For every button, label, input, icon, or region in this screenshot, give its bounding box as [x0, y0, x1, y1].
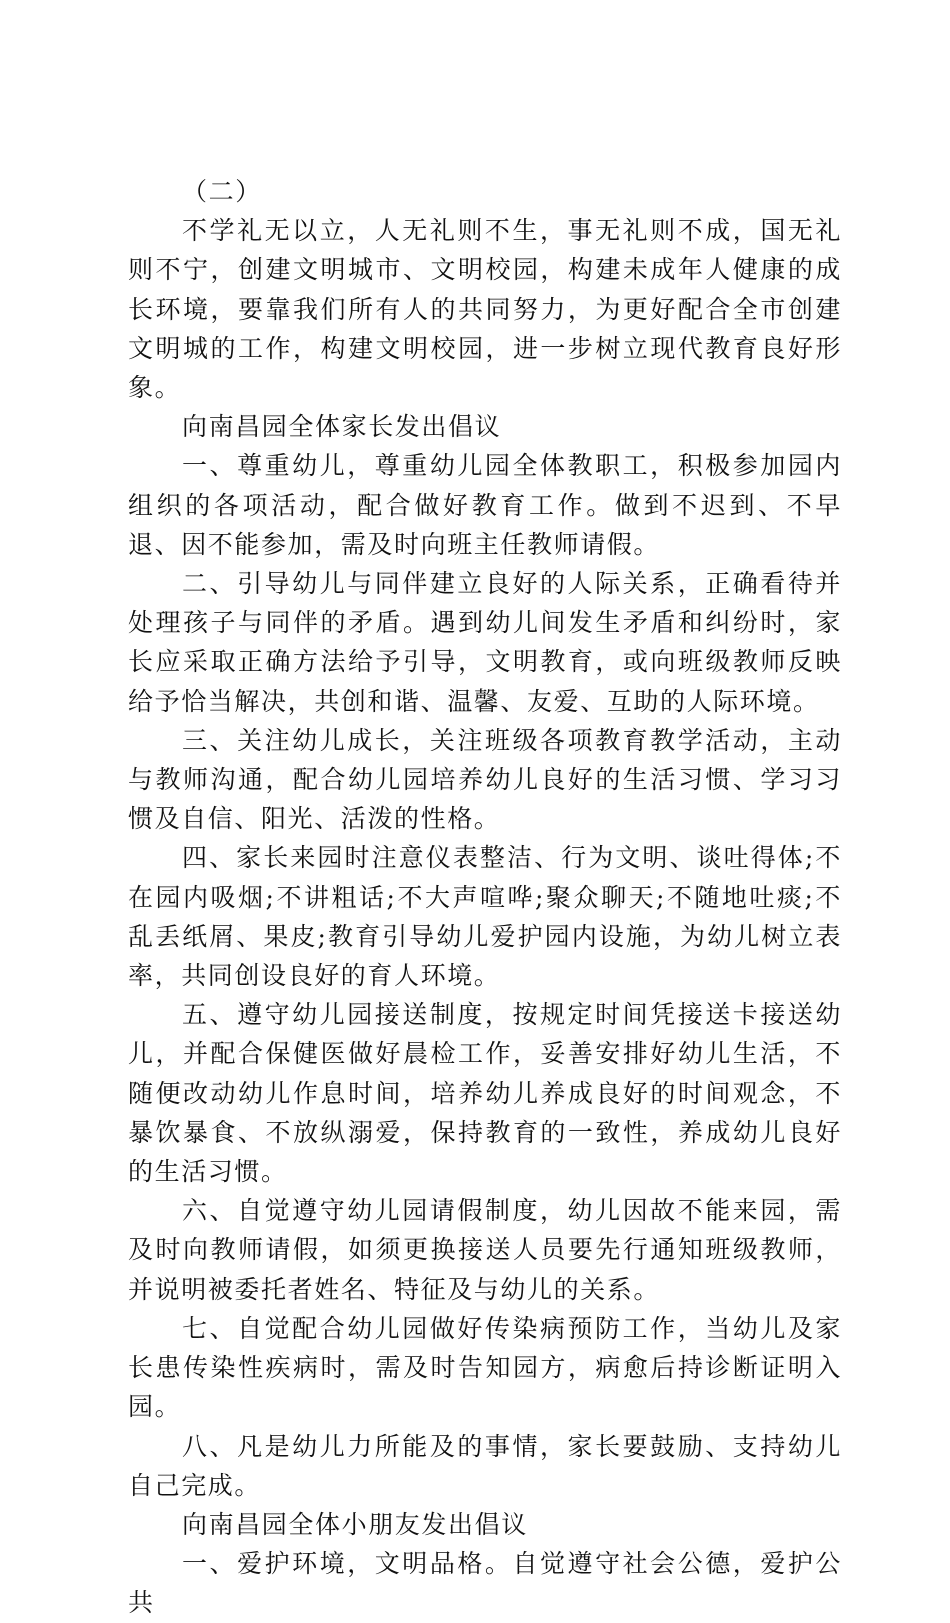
parents-proposal-heading: 向南昌园全体家长发出倡议: [182, 412, 502, 442]
children-item-1: 一、爱护环境，文明品格。自觉遵守社会公德，爱护公共: [128, 1549, 842, 1618]
parents-item-8: 八、凡是幼儿力所能及的事情，家长要鼓励、支持幼儿自己完成。: [128, 1431, 842, 1500]
parents-item-2: 二、引导幼儿与同伴建立良好的人际关系，正确看待并处理孩子与同伴的矛盾。遇到幼儿间发生矛盾和纠纷时，家长应采取正确方法给予引导，文明教育，或向班级教师反映给予恰当解决，共创和谐、温馨、友爱、互助的人际环境。: [128, 569, 842, 716]
document-body: [128, 172, 842, 1623]
parents-item-1: 一、尊重幼儿，尊重幼儿园全体教职工，积极参加园内组织的各项活动，配合做好教育工作。做到不迟到、不早退、因不能参加，需及时向班主任教师请假。: [128, 451, 842, 559]
section-heading: （二）: [182, 177, 262, 206]
parents-item-5: 五、遵守幼儿园接送制度，按规定时间凭接送卡接送幼儿，并配合保健医做好晨检工作，妥善安排好幼儿生活，不随便改动幼儿作息时间，培养幼儿养成良好的时间观念，不暴饮暴食、不放纵溺爱，保持教育的一致性，养成幼儿良好的生活习惯。: [128, 1000, 842, 1187]
children-proposal-heading: 向南昌园全体小朋友发出倡议: [182, 1509, 528, 1539]
parents-item-6: 六、自觉遵守幼儿园请假制度，幼儿因故不能来园，需及时向教师请假，如须更换接送人员要先行通知班级教师，并说明被委托者姓名、特征及与幼儿的关系。: [128, 1196, 842, 1304]
parents-item-3: 三、关注幼儿成长，关注班级各项教育教学活动，主动与教师沟通，配合幼儿园培养幼儿良好的生活习惯、学习习惯及自信、阳光、活泼的性格。: [128, 725, 842, 834]
intro-paragraph: 不学礼无以立，人无礼则不生，事无礼则不成，国无礼则不宁，创建文明城市、文明校园，构建未成年人健康的成长环境，要靠我们所有人的共同努力，为更好配合全市创建文明城的工作，构建文明校园，进一步树立现代教育良好形象。: [128, 216, 842, 403]
parents-item-4: 四、家长来园时注意仪表整洁、行为文明、谈吐得体;不在园内吸烟;不讲粗话;不大声喧哗;聚众聊天;不随地吐痰;不乱丢纸屑、果皮;教育引导幼儿爱护园内设施，为幼儿树立表率，共同创设良好的育人环境。: [128, 843, 842, 991]
parents-item-7: 七、自觉配合幼儿园做好传染病预防工作，当幼儿及家长患传染性疾病时，需及时告知园方，病愈后持诊断证明入园。: [128, 1313, 842, 1422]
